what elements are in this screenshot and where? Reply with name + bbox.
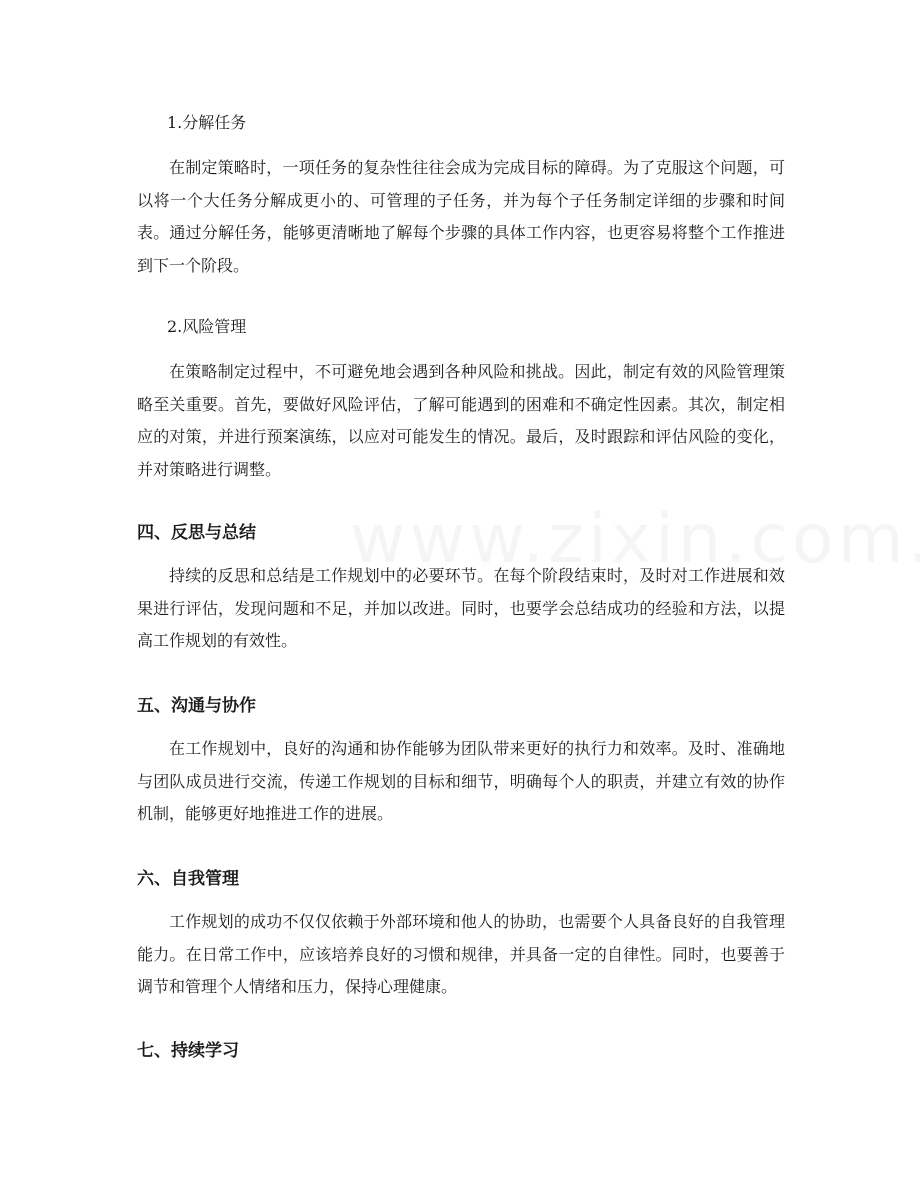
paragraph-reflection: 持续的反思和总结是工作规划中的必要环节。在每个阶段结束时，及时对工作进展和效果进行评估，发现问题和不足，并加以改进。同时，也要学会总结成功的经验和方法，以提高工作规划的有效性。 bbox=[137, 566, 785, 650]
section-heading-communication: 五、沟通与协作 bbox=[137, 696, 256, 716]
paragraph-risk-management: 在策略制定过程中，不可避免地会遇到各种风险和挑战。因此，制定有效的风险管理策略至关重要。首先，要做好风险评估，了解可能遇到的困难和不确定性因素。其次，制定相应的对策，并进行预案演练，以应对可能发生的情况。最后，及时跟踪和评估风险的变化，并对策略进行调整。 bbox=[137, 362, 785, 479]
sub-heading-risk-management: 2.风险管理 bbox=[167, 317, 247, 336]
section-heading-reflection: 四、反思与总结 bbox=[137, 523, 256, 543]
paragraph-communication: 在工作规划中，良好的沟通和协作能够为团队带来更好的执行力和效率。及时、准确地与团队成员进行交流，传递工作规划的目标和细节，明确每个人的职责，并建立有效的协作机制，能够更好地推进工作的进展。 bbox=[137, 739, 785, 823]
section-heading-continuous-learning: 七、持续学习 bbox=[137, 1041, 239, 1061]
paragraph-decompose-tasks: 在制定策略时，一项任务的复杂性往往会成为完成目标的障碍。为了克服这个问题，可以将一个大任务分解成更小的、可管理的子任务，并为每个子任务制定详细的步骤和时间表。通过分解任务，能够更清晰地了解每个步骤的具体工作内容，也更容易将整个工作推进到下一个阶段。 bbox=[137, 158, 785, 275]
section-heading-self-management: 六、自我管理 bbox=[137, 869, 239, 889]
sub-heading-decompose-tasks: 1.分解任务 bbox=[167, 113, 247, 132]
paragraph-self-management: 工作规划的成功不仅仅依赖于外部环境和他人的协助，也需要个人具备良好的自我管理能力。在日常工作中，应该培养良好的习惯和规律，并具备一定的自律性。同时，也要善于调节和管理个人情绪和压力，保持心理健康。 bbox=[137, 912, 785, 996]
